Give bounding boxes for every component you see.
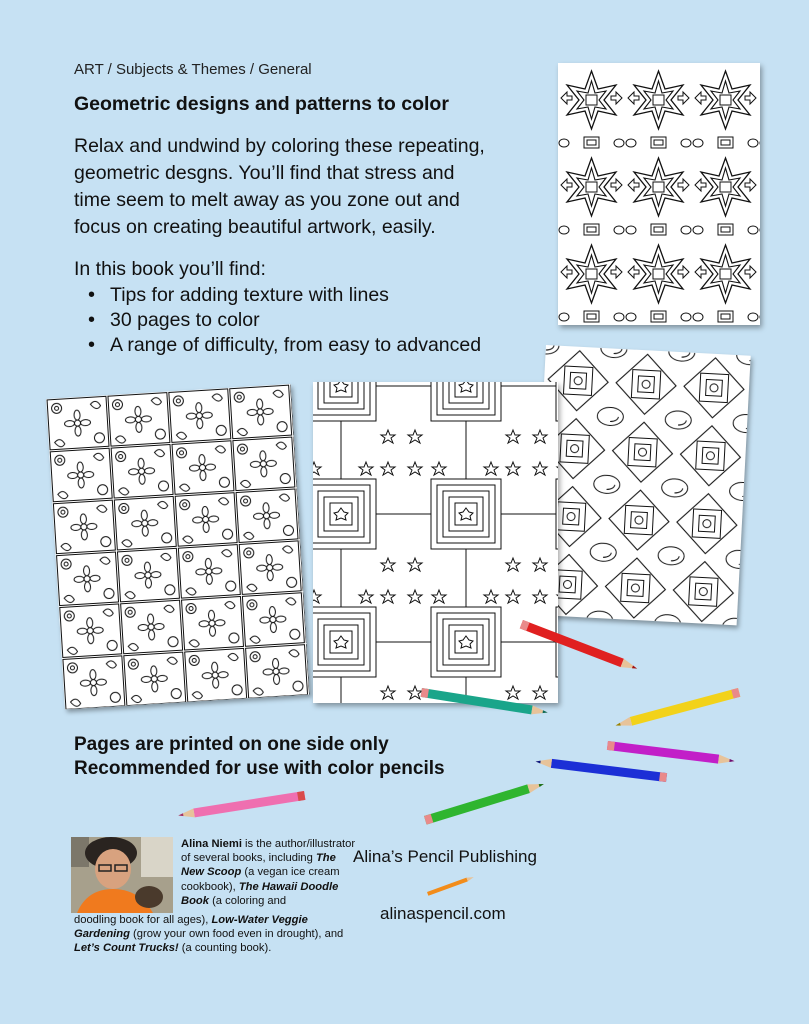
description-line: time seem to melt away as you zone out and <box>74 189 460 211</box>
author-bio <box>181 837 357 908</box>
author-photo <box>71 837 173 913</box>
description-line: Relax and undwind by coloring these repeating, <box>74 135 485 157</box>
bio-text: (a vegan ice cream cookbook), <box>181 866 340 893</box>
coloring-page-ovals <box>532 345 751 625</box>
description-line: geometric desgns. You’ll find that stress and <box>74 162 455 184</box>
teal-pencil-icon <box>418 682 553 722</box>
book-title: The Hawaii Doodle Book <box>181 880 339 907</box>
feature-list <box>88 283 481 358</box>
page-title: Geometric designs and patterns to color <box>74 93 449 115</box>
green-pencil-icon <box>420 782 550 830</box>
blue-pencil-icon <box>530 756 672 792</box>
author-name: Alina Niemi <box>181 838 242 850</box>
list-item: • A range of difficulty, from easy to advanced <box>88 333 481 358</box>
orange-pencil-icon <box>425 873 477 897</box>
coloring-page-flowers <box>46 384 310 709</box>
coloring-page-ovals-icon <box>532 345 751 625</box>
bio-text: doodling book for all ages), <box>74 914 212 926</box>
coloring-page-flowers-icon <box>46 384 310 709</box>
description-line: focus on creating beautiful artwork, easily. <box>74 216 436 238</box>
bio-text: (a counting book). <box>178 942 272 955</box>
bio-text: is the author/illustrator of several books, including <box>181 838 356 865</box>
author-bio-continued <box>74 913 364 956</box>
bio-text: (grow your own food even in drought), and <box>129 928 344 941</box>
find-heading: In this book you’ll find: <box>74 258 266 280</box>
print-note-line1: Pages are printed on one side only <box>74 734 389 755</box>
yellow-pencil-icon <box>610 682 745 726</box>
list-item: • 30 pages to color <box>88 308 481 333</box>
list-item: • Tips for adding texture with lines <box>88 283 481 308</box>
coloring-page-stars-icon <box>558 63 760 325</box>
red-pencil-icon <box>515 612 645 674</box>
website-link[interactable]: alinaspencil.com <box>380 904 506 923</box>
book-title: The New Scoop <box>181 852 336 879</box>
publisher-name: Alina’s Pencil Publishing <box>353 847 537 866</box>
description <box>74 133 554 241</box>
book-title: Let’s Count Trucks! <box>74 942 179 955</box>
author-photo-icon <box>71 837 173 913</box>
pink-pencil-icon <box>176 782 311 822</box>
book-title: Low-Water Veggie Gardening <box>74 914 308 941</box>
print-note <box>74 733 445 781</box>
bio-text: (a coloring and <box>208 894 287 907</box>
print-note-line2: Recommended for use with color pencils <box>74 758 445 779</box>
breadcrumb: ART / Subjects & Themes / General <box>74 61 312 78</box>
coloring-page-stars <box>558 63 760 325</box>
